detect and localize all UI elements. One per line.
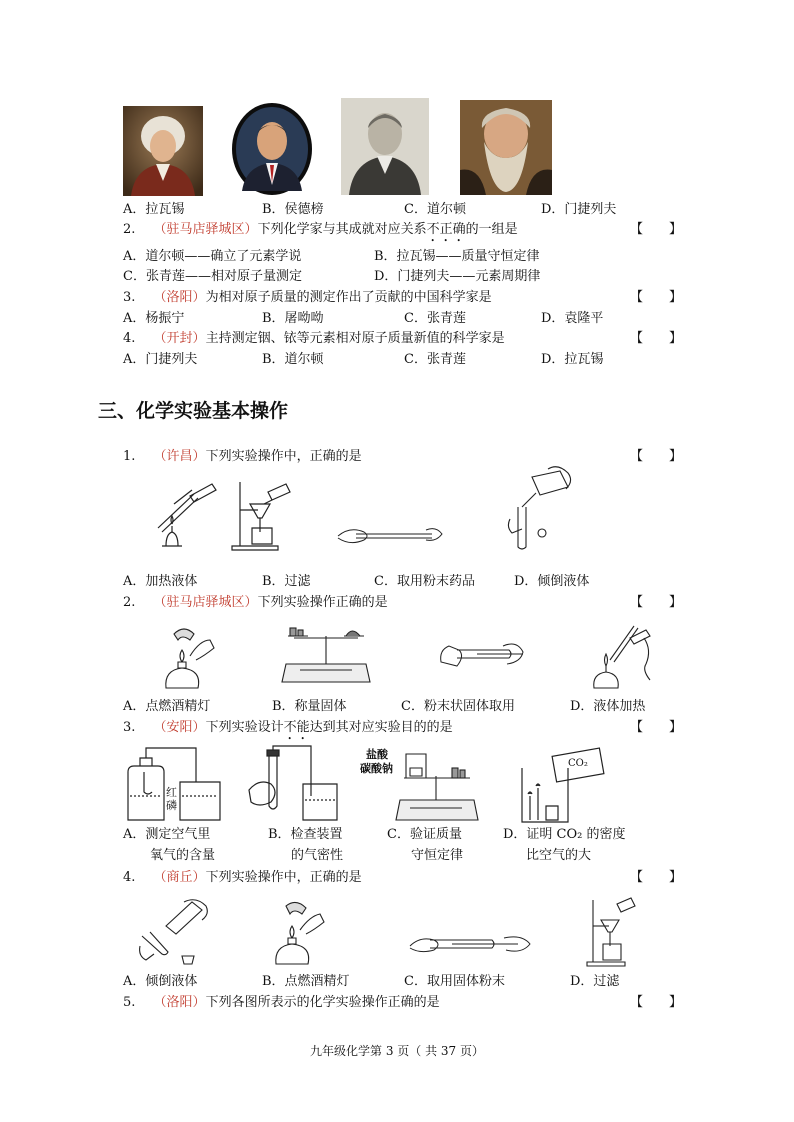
- question-number: 4.: [123, 331, 136, 346]
- question-number: 4.: [123, 870, 136, 885]
- portrait-hou-debang: [232, 103, 312, 195]
- option-c: C．验证质量: [387, 827, 462, 842]
- co2-density-apparatus: [518, 746, 608, 826]
- alcohol-lamp-ignite-illustration: [270, 896, 332, 968]
- answer-bracket: 【 】: [630, 720, 683, 735]
- question-number: 1.: [123, 449, 136, 464]
- option-a: A．杨振宁: [123, 311, 185, 326]
- option-c-cont: 守恒定律: [411, 848, 464, 863]
- answer-bracket: 【 】: [630, 449, 683, 464]
- page-footer: 九年级化学第 3 页（ 共 37 页）: [310, 1044, 484, 1058]
- red-phosphorus-label: 红磷: [166, 786, 177, 812]
- answer-bracket: 【 】: [630, 870, 683, 885]
- liquid-heating-illustration: [590, 620, 660, 692]
- option-b: B．侯德榜: [262, 202, 324, 217]
- question-text-end: 的一组是: [465, 222, 518, 237]
- sodium-carbonate-label: 碳酸钠: [360, 762, 393, 775]
- portrait-mendeleev: [460, 100, 552, 195]
- question-4: [123, 870, 362, 886]
- co2-label: CO₂: [568, 758, 588, 769]
- balance-weighing-illustration: [280, 620, 372, 686]
- mass-conservation-apparatus: [360, 748, 481, 824]
- powder-test-tube-illustration: [437, 632, 527, 677]
- option-a: A．测定空气里: [123, 827, 211, 842]
- option-c: C．道尔顿: [404, 202, 466, 217]
- region-tag: （商丘）: [153, 870, 206, 885]
- question-text: 主持测定铟、铱等元素相对原子质量新值的科学家是: [205, 331, 505, 346]
- question-number: 2.: [123, 222, 136, 237]
- heating-liquid-illustration: [152, 476, 222, 551]
- question-text: 下列各图所表示的化学实验操作正确的是: [205, 995, 440, 1010]
- question-text: 为相对原子质量的测定作出了贡献的中国科学家是: [205, 290, 492, 305]
- question-1: [123, 449, 362, 465]
- question-3: [123, 720, 453, 743]
- option-b: B．拉瓦锡——质量守恒定律: [374, 249, 540, 264]
- pouring-liquid-illustration: [496, 463, 576, 553]
- option-b: B．检查装置: [268, 827, 343, 842]
- filtration-illustration: [228, 478, 308, 553]
- option-d: D．液体加热: [570, 699, 646, 714]
- question-text: 下列实验设计: [205, 720, 284, 735]
- pouring-liquid-illustration: [136, 896, 214, 968]
- section-title: 三、化学实验基本操作: [98, 400, 289, 422]
- question-number: 5.: [123, 995, 136, 1010]
- option-b: B．过滤: [262, 574, 311, 589]
- option-a: A．点燃酒精灯: [123, 699, 211, 714]
- oxygen-content-apparatus: [122, 742, 222, 824]
- option-a: A．加热液体: [123, 574, 198, 589]
- answer-bracket: 【 】: [630, 995, 683, 1010]
- option-d: D．门捷列夫: [541, 202, 617, 217]
- option-c: C．粉末状固体取用: [401, 699, 515, 714]
- question-text: 下列实验操作中，正确的是: [205, 449, 362, 464]
- question-2: [123, 222, 518, 245]
- hcl-label: 盐酸: [366, 748, 388, 761]
- question-number: 3.: [123, 290, 136, 305]
- option-d-cont: 比空气的大: [526, 848, 592, 863]
- question-number: 3.: [123, 720, 136, 735]
- option-a-cont: 氧气的含量: [150, 848, 216, 863]
- alcohol-lamp-ignite-illustration: [160, 620, 218, 692]
- airtightness-check-illustration: [245, 744, 345, 824]
- answer-bracket: 【 】: [630, 290, 683, 305]
- region-tag: （洛阳）: [153, 995, 206, 1010]
- powder-scoop-illustration: [336, 520, 444, 550]
- emphasis-text: 不正确: [426, 222, 466, 237]
- region-tag: （安阳）: [153, 720, 206, 735]
- option-d: D．倾倒液体: [514, 574, 590, 589]
- option-a: A．拉瓦锡: [123, 202, 185, 217]
- option-b: B．称量固体: [272, 699, 347, 714]
- option-a: A．倾倒液体: [123, 974, 198, 989]
- region-tag: （洛阳）: [153, 290, 206, 305]
- option-c: C．取用粉末药品: [374, 574, 475, 589]
- answer-bracket: 【 】: [630, 331, 683, 346]
- portrait-lavoisier: [123, 106, 203, 196]
- question-text: 下列实验操作正确的是: [257, 595, 388, 610]
- question-number: 2.: [123, 595, 136, 610]
- option-b: B．道尔顿: [262, 352, 324, 367]
- option-c: C．张青莲: [404, 311, 466, 326]
- answer-bracket: 【 】: [630, 222, 683, 237]
- filtration-illustration: [585, 894, 641, 968]
- option-d: D．门捷列夫——元素周期律: [374, 269, 541, 284]
- question-3: [123, 290, 492, 306]
- option-c: C．张青莲: [404, 352, 466, 367]
- question-2: [123, 595, 388, 611]
- option-b: B．点燃酒精灯: [262, 974, 350, 989]
- emphasis-text: 不能: [283, 720, 310, 735]
- question-text: 下列化学家与其成就对应关系: [257, 222, 427, 237]
- region-tag: （驻马店驿城区）: [153, 222, 258, 237]
- portrait-dalton: [341, 98, 429, 195]
- region-tag: （许昌）: [153, 449, 206, 464]
- option-d: D．过滤: [570, 974, 620, 989]
- option-a: A．道尔顿——确立了元素学说: [123, 249, 302, 264]
- region-tag: （开封）: [153, 331, 206, 346]
- option-a: A．门捷列夫: [123, 352, 198, 367]
- option-d: D．拉瓦锡: [541, 352, 604, 367]
- option-b-cont: 的气密性: [291, 848, 344, 863]
- option-c: C．张青莲——相对原子量测定: [123, 269, 302, 284]
- region-tag: （驻马店驿城区）: [153, 595, 258, 610]
- option-d: D．证明 CO₂ 的密度: [503, 827, 626, 842]
- question-4: [123, 331, 505, 347]
- answer-bracket: 【 】: [630, 595, 683, 610]
- option-d: D．袁隆平: [541, 311, 604, 326]
- powder-test-tube-illustration: [408, 928, 532, 958]
- question-text: 下列实验操作中，正确的是: [205, 870, 362, 885]
- option-c: C．取用固体粉末: [404, 974, 505, 989]
- question-5: [123, 995, 440, 1011]
- option-b: B．屠呦呦: [262, 311, 324, 326]
- question-text-end: 达到其对应实验目的的是: [309, 720, 453, 735]
